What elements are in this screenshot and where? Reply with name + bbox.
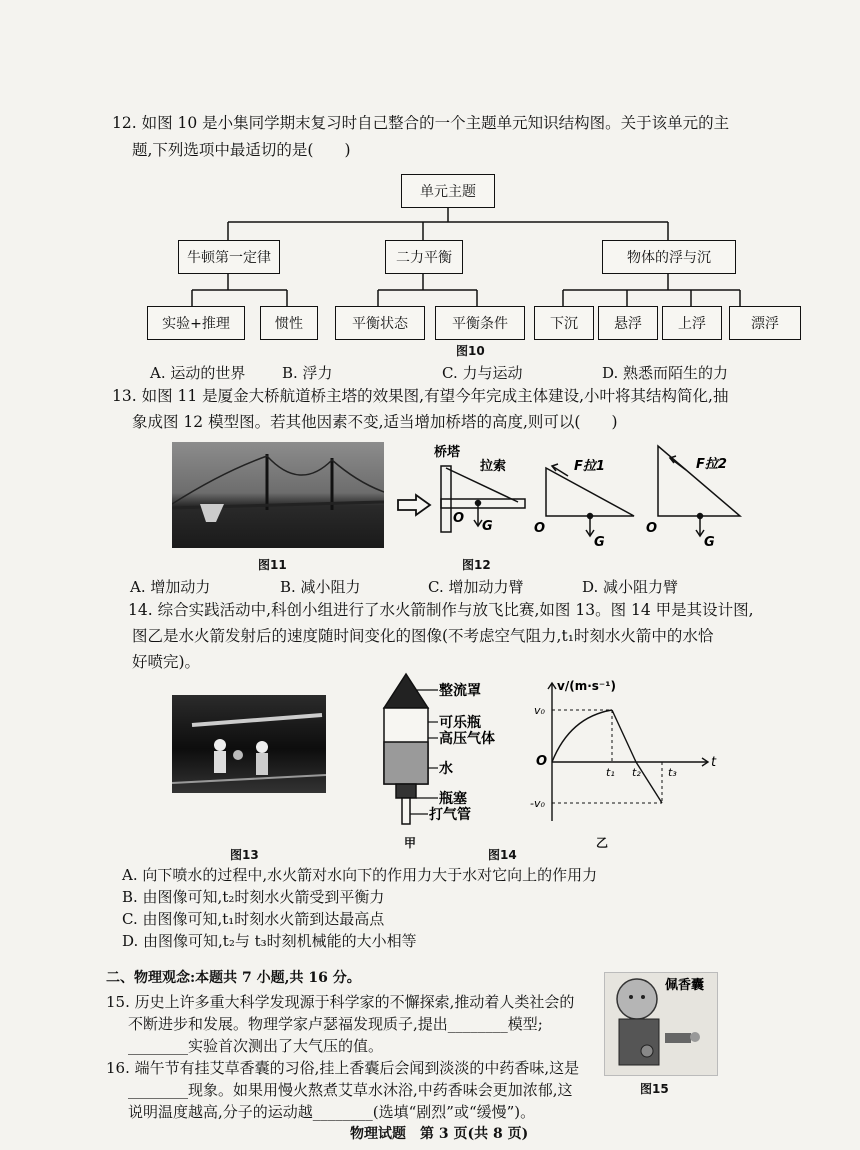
fig12-o-label: O (453, 511, 465, 526)
bridge-drawing (172, 442, 384, 548)
q13-text-line2: 象成图 12 模型图。若其他因素不变,适当增加桥塔的高度,则可以( ) (132, 413, 618, 431)
q12-text-line1: 12. 如图 10 是小集同学期末复习时自己整合的一个主题单元知识结构图。关于该单元的主 (112, 114, 730, 132)
diagram-leaf-floating: 漂浮 (729, 306, 801, 340)
q13-text-line1: 13. 如图 11 是厦金大桥航道桥主塔的效果图,有望今年完成主体建设,小叶将其结构简化,抽 (112, 387, 729, 405)
label-water: 水 (439, 761, 453, 777)
diagram-node-float: 物体的浮与沉 (602, 240, 736, 274)
sachet-cartoon (605, 973, 717, 1075)
q13-option-b: B. 减小阻力 (280, 578, 361, 596)
graph-origin-label: O (536, 754, 548, 769)
graph-ylabel: v/(m·s⁻¹) (557, 679, 616, 693)
q13-option-d: D. 减小阻力臂 (582, 578, 679, 596)
fig13-caption: 图13 (230, 848, 259, 862)
graph-xlabel: t (711, 755, 717, 770)
graph-t2-label: t₂ (632, 766, 641, 779)
fig15-caption: 图15 (640, 1082, 669, 1096)
fig12-f2-label: F拉2 (696, 457, 727, 472)
fig14-jia-caption: 甲 (404, 836, 417, 850)
q14-option-d: D. 由图像可知,t₂与 t₃时刻机械能的大小相等 (122, 932, 417, 950)
label-pump-tube: 打气管 (429, 807, 471, 823)
arrow-icon (396, 493, 432, 517)
q14-option-b: B. 由图像可知,t₂时刻水火箭受到平衡力 (122, 888, 385, 906)
section2-heading: 二、物理观念:本题共 7 小题,共 16 分。 (106, 970, 361, 986)
graph-v0-label: v₀ (534, 704, 545, 717)
q14-option-a: A. 向下喷水的过程中,水火箭对水向下的作用力大于水对它向上的作用力 (122, 866, 598, 884)
diagram-leaf-state: 平衡状态 (335, 306, 425, 340)
q14-text-line1: 14. 综合实践活动中,科创小组进行了水火箭制作与放飞比赛,如图 13。图 14 甲是其设计图, (128, 601, 754, 619)
fig12-cable-label: 拉索 (480, 459, 507, 474)
photo-scene (172, 695, 326, 793)
fig12-o3-label: O (646, 521, 658, 536)
fig12-g2-label: G (594, 535, 605, 550)
q16-text-line3: 说明温度越高,分子的运动越________(选填“剧烈”或“缓慢”)。 (128, 1103, 536, 1121)
diagram-leaf-condition: 平衡条件 (435, 306, 525, 340)
label-fairing: 整流罩 (439, 683, 481, 699)
label-high-pressure-gas: 高压气体 (439, 731, 495, 747)
diagram-root-box: 单元主题 (401, 174, 495, 208)
diagram-leaf-sink: 下沉 (534, 306, 594, 340)
fig12-o2-label: O (534, 521, 546, 536)
label-stopper: 瓶塞 (439, 791, 467, 807)
q16-text-line1: 16. 端午节有挂艾草香囊的习俗,挂上香囊后会闻到淡淡的中药香味,这是 (106, 1059, 580, 1077)
graph-t3-label: t₃ (668, 766, 677, 779)
graph-line-falling (612, 710, 636, 762)
fig10-caption: 图10 (456, 344, 485, 358)
q15-text-line1: 15. 历史上许多重大科学发现源于科学家的不懈探索,推动着人类社会的 (106, 993, 575, 1011)
q16-text-line2: ________现象。如果用慢火熬煮艾草水沐浴,中药香味会更加浓郁,这 (128, 1081, 573, 1099)
q12-option-d: D. 熟悉而陌生的力 (602, 364, 729, 382)
fig12-f1-label: F拉1 (574, 459, 605, 474)
q13-option-c: C. 增加动力臂 (428, 578, 524, 596)
fig11-caption: 图11 (258, 558, 287, 572)
q12-text-line2: 题,下列选项中最适切的是( ) (132, 141, 351, 159)
fig14-caption: 图14 (488, 848, 517, 862)
fig15-label: 佩香囊 (665, 978, 705, 993)
q14-text-line2: 图乙是水火箭发射后的速度随时间变化的图像(不考虑空气阻力,t₁时刻水火箭中的水恰 (132, 627, 714, 645)
fig15-sachet-image (604, 972, 718, 1076)
diagram-leaf-inertia: 惯性 (260, 306, 318, 340)
q12-option-c: C. 力与运动 (442, 364, 523, 382)
q15-text-line3: ________实验首次测出了大气压的值。 (128, 1037, 384, 1055)
diagram-leaf-experiment: 实验+推理 (147, 306, 245, 340)
page-footer: 物理试题 第 3 页(共 8 页) (350, 1126, 529, 1142)
rocket-design-diagram (376, 670, 516, 830)
graph-curve-rising (552, 710, 612, 762)
diagram-leaf-suspend: 悬浮 (598, 306, 658, 340)
fig14-yi-caption: 乙 (596, 836, 609, 850)
graph-neg-v0-label: -v₀ (530, 797, 545, 810)
graph-t1-label: t₁ (606, 766, 615, 779)
water-rocket-photo (172, 695, 326, 793)
fig12-tower-label: 桥塔 (434, 445, 461, 460)
q12-option-b: B. 浮力 (282, 364, 333, 382)
diagram-node-newton: 牛顿第一定律 (178, 240, 280, 274)
q14-option-c: C. 由图像可知,t₁时刻水火箭到达最高点 (122, 910, 385, 928)
fig12-caption: 图12 (462, 558, 491, 572)
bridge-photo (172, 442, 384, 548)
fig12-model (430, 440, 750, 552)
q13-option-a: A. 增加动力 (130, 578, 211, 596)
q14-text-line3: 好喷完)。 (132, 653, 201, 671)
velocity-time-graph (530, 675, 730, 825)
diagram-node-balance: 二力平衡 (385, 240, 463, 274)
diagram-leaf-rise: 上浮 (662, 306, 722, 340)
q12-option-a: A. 运动的世界 (150, 364, 246, 382)
fig12-g3-label: G (704, 535, 715, 550)
fig12-g-label: G (482, 519, 493, 534)
label-bottle: 可乐瓶 (439, 715, 481, 731)
q15-text-line2: 不断进步和发展。物理学家卢瑟福发现质子,提出________模型; (128, 1015, 543, 1033)
